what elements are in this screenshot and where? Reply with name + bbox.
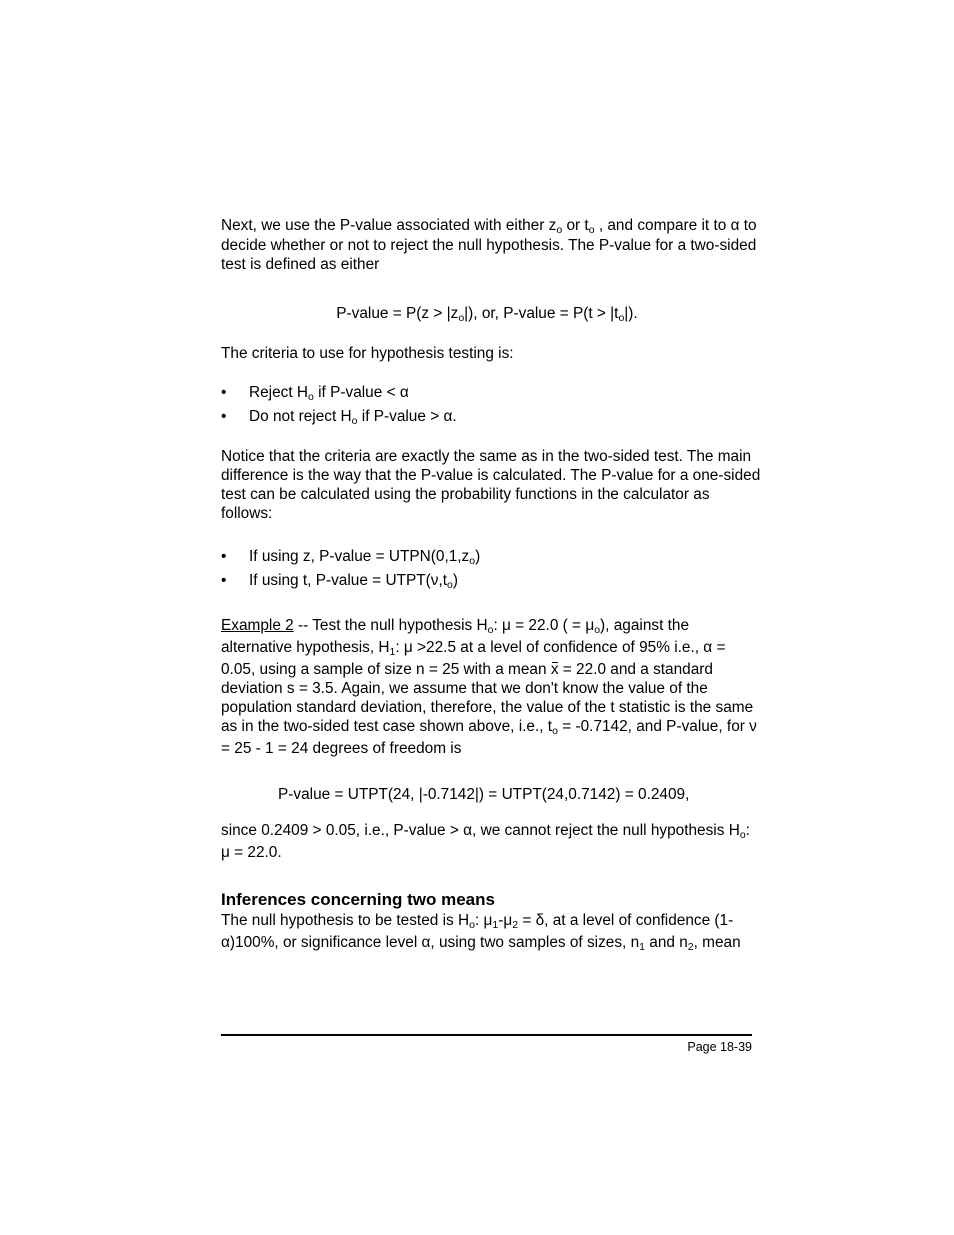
text: ) [475,548,481,565]
criteria-intro: The criteria to use for hypothesis testing is: [221,345,514,362]
subscript: 1 [639,941,645,953]
text-line [221,911,753,930]
text: = 22.0 and a standard [558,661,713,678]
paragraph-one-sided [221,447,761,523]
two-means-paragraph [221,911,753,952]
page-number: Page 18-39 [687,1040,752,1054]
text: P-value = P(z > |z [336,305,459,322]
text: , mean [693,934,741,951]
text-line [221,933,753,952]
subscript: o [594,624,601,636]
text-line: follows: [221,505,273,522]
text-line: Notice that the criteria are exactly the same as in the two-sided test. The main [221,448,752,465]
bullet-icon: • [221,384,227,401]
text: , and compare it to α to [594,217,757,234]
bullet-text [249,383,409,402]
text: Reject H [249,384,309,401]
subscript: o [458,312,465,324]
section-heading: Inferences concerning two means [221,890,495,909]
subscript: o [469,919,475,931]
text-line: test can be calculated using the probability functions in the calculator as [221,486,710,503]
text: Do not reject H [249,408,352,425]
text: since 0.2409 > 0.05, i.e., P-value > α, we cannot reject the null hypothesis H [221,822,740,839]
formula-utpt: P-value = UTPT(24, |-0.7142|) = UTPT(24,0.7142) = 0.2409, [278,786,690,803]
text: If using t, P-value = UTPT(ν,t [249,572,448,589]
text: |), or, P-value = P(t > |t [464,305,619,322]
bullet-text [249,571,458,590]
text: -- Test the null hypothesis H [293,617,488,634]
subscript: o [447,579,453,591]
text-line: population standard deviation, therefore, the value of the t statistic is the same [221,699,754,716]
subscript: o [552,725,558,737]
subscript: o [351,415,358,427]
subscript: 2 [687,941,694,953]
text: and n [644,934,688,951]
text-line [221,717,757,737]
text: 0.05, using a sample of size n = 25 with a mean [221,661,551,678]
text: : [745,822,750,839]
example-2-paragraph [221,616,757,758]
subscript: o [469,555,476,567]
text-line: decide whether or not to reject the null hypothesis. The P-value for a two-sided [221,237,757,254]
text: If using z, P-value = UTPN(0,1,z [249,548,470,565]
text-line: = 25 - 1 = 24 degrees of freedom is [221,740,462,757]
conclusion-paragraph [221,821,753,862]
bullet-text [249,407,457,426]
text: |). [624,305,638,322]
subscript: 2 [512,919,519,931]
text-line: μ = 22.0. [221,844,282,861]
subscript: o [487,624,494,636]
text: alternative hypothesis, H [221,639,390,656]
text-line: difference is the way that the P-value is calculated. The P-value for a one-sided [221,467,761,484]
text: -μ [498,912,513,929]
text-line [221,638,753,657]
text: α)100%, or significance level α, using two samples of sizes, n [221,934,640,951]
bullet-text [249,547,480,566]
bullet-icon: • [221,548,227,565]
text: if P-value < α [313,384,409,401]
x-bar-symbol: x [550,661,559,678]
text: : μ >22.5 at a level of confidence of 95% i.e., α = [395,639,726,656]
example-label: Example 2 [221,617,294,634]
text: as in the two-sided test case shown above, i.e., t [221,718,553,735]
text: ), against the [600,617,690,634]
text-line [221,616,753,635]
subscript: o [556,224,563,236]
paragraph-p-value-intro [221,216,757,274]
bullet-icon: • [221,408,227,425]
text-line: deviation s = 3.5. Again, we assume that we don't know the value of the [221,680,708,697]
text-line [221,821,753,840]
formula-two-sided [221,304,753,323]
subscript: o [588,224,595,236]
subscript: o [618,312,625,324]
text: The null hypothesis to be tested is H [221,912,470,929]
text: if P-value > α. [357,408,457,425]
subscript: o [739,829,746,841]
bullet-icon: • [221,572,227,589]
text-line [221,216,757,236]
text: : μ [474,912,493,929]
text: or t [562,217,589,234]
text: ) [452,572,458,589]
text: = δ, at a level of confidence (1- [518,912,734,929]
subscript: 1 [389,646,396,658]
text-line [221,660,753,679]
text: Next, we use the P-value associated with either z [221,217,557,234]
text-line: test is defined as either [221,256,380,273]
text: = -0.7142, and P-value, for ν [557,718,757,735]
footer-divider [221,1034,752,1036]
subscript: o [308,391,314,403]
text: : μ = 22.0 ( = μ [493,617,595,634]
subscript: 1 [492,919,499,931]
